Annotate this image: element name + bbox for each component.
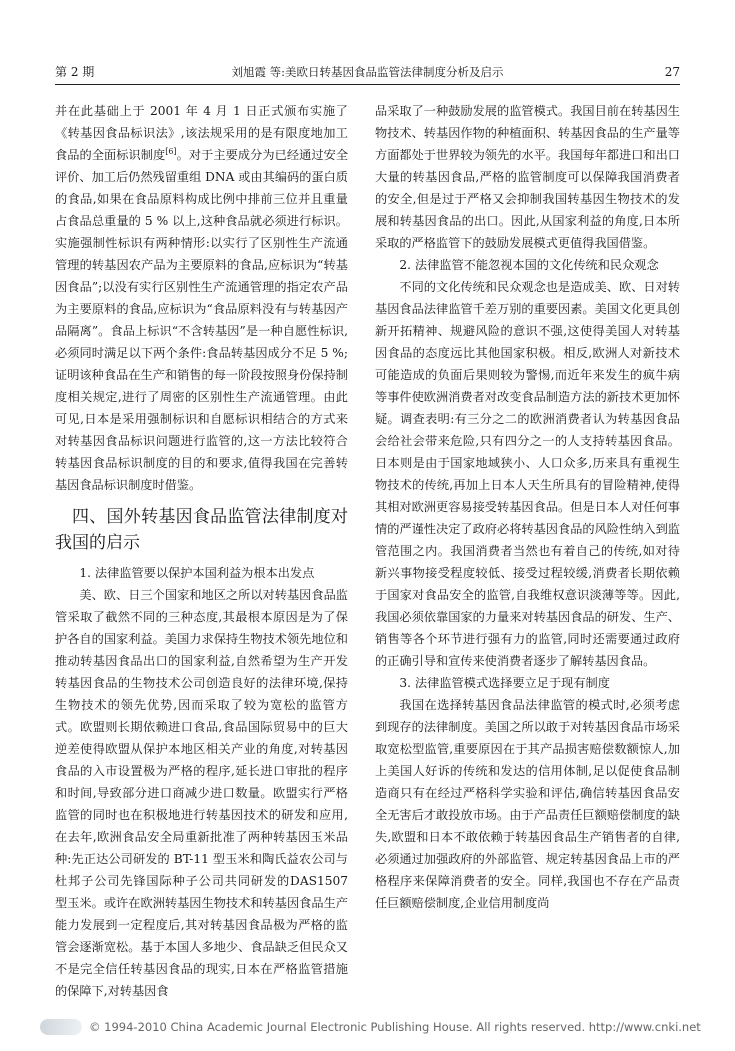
page-number: 27: [664, 65, 680, 79]
footer-text: © 1994-2010 China Academic Journal Electronic Publishing House. All rights reserved. http://www.cnki.net: [89, 1020, 701, 1034]
running-header: [55, 60, 680, 85]
paragraph: 品采取了一种鼓励发展的监管模式。我国目前在转基因生物技术、转基因作物的种植面积、转基因食品的生产量等方面都处于世界较为领先的水平。我国每年都进口和出口大量的转基因食品,严格的监管制度可以保障我国消费者的安全,但是过于严格又会抑制我国转基因生物技术的发展和转基因食品的出口。因此,从国家利益的角度,日本所采取的严格监管下的鼓励发展模式更值得我国借鉴。: [375, 104, 680, 250]
right-column: [375, 100, 680, 914]
subsection-heading: 3. 法律监管模式选择要立足于现有制度: [399, 676, 610, 690]
paragraph-text: 并在此基础上于 2001 年 4 月 1 日正式颁布实施了《转基因食品标识法》,该法规采用的是有限度地加工食品的全面标识制度: [55, 104, 348, 162]
copyright-footer: [40, 1016, 700, 1038]
left-column: [55, 100, 348, 1002]
subsection-heading: 2. 法律监管不能忽视本国的文化传统和民众观念: [399, 258, 659, 272]
running-title: 刘旭霞 等:美欧日转基因食品监管法律制度分析及启示: [231, 65, 504, 79]
citation-ref: [6]: [165, 146, 177, 156]
paragraph: 美、欧、日三个国家和地区之所以对转基因食品监管采取了截然不同的三种态度,其最根本原因是为了保护各自的国家利益。美国力求保持生物技术领先地位和推动转基因食品出口的国家利益,自然希望为生产开发转基因食品的生物技术公司创造良好的法律环境,保持生物技术的领先优势,因而采取了较为宽松的监管方式。欧盟则长期依赖进口食品,食品国际贸易中的巨大逆差使得欧盟从保护本地区相关产业的角度,对转基因食品的入市设置极为严格的程序,延长进口审批的程序和时间,导致部分进口商减少进口数量。欧盟实行严格监管的同时也在积极地进行转基因技术的研发和应用,在去年,欧洲食品安全局重新批准了两种转基因玉米品种:先正达公司研发的 BT-11 型玉米和陶氏益农公司与杜邦子公司先锋国际种子公司共同研发的DAS1507 型玉米。或许在欧洲转基因生物技术和转基因食品生产能力发展到一定程度后,其对转基因食品极为严格的监管会逐渐宽松。基于本国人多地少、食品缺乏但民众又不是完全信任转基因食品的现实,日本在严格监管措施的保障下,对转基因食: [55, 588, 348, 998]
paragraph: 我国在选择转基因食品法律监管的模式时,必须考虑到现存的法律制度。美国之所以敢于对转基因食品市场采取宽松型监管,重要原因在于其产品损害赔偿数额惊人,加上美国人好诉的传统和发达的信用体制,足以促使食品制造商只有在经过严格科学实验和评估,确信转基因食品安全无害后才敢投放市场。由于产品责任巨额赔偿制度的缺失,欧盟和日本不敢依赖于转基因食品生产销售者的自律,必须通过加强政府的外部监管、规定转基因食品上市的严格程序来保障消费者的安全。同样,我国也不存在产品责任巨额赔偿制度,企业信用制度尚: [375, 698, 680, 910]
paragraph: 不同的文化传统和民众观念也是造成美、欧、日对转基因食品法律监管千差万别的重要因素。美国文化更具创新开拓精神、规避风险的意识不强,这使得美国人对转基因食品的态度远比其他国家积极。相反,欧洲人对新技术可能造成的负面后果则较为警惕,而近年来发生的疯牛病等事件使欧洲消费者对改变食品制造方法的新技术更加怀疑。调查表明:有三分之二的欧洲消费者认为转基因食品会给社会带来危险,只有四分之一的人支持转基因食品。日本则是由于国家地域狭小、人口众多,历来具有重视生物技术的传统,再加上日本人天生所具有的冒险精神,使得其相对欧洲更容易接受转基因食品。但是日本人对任何事情的严谨性决定了政府必将转基因食品的风险性纳入到监管范围之内。我国消费者当然也有着自己的传统,如对待新兴事物接受程度较低、接受过程较缓,消费者长期依赖于国家对食品安全的监管,自我维权意识淡薄等等。因此,我国必须依靠国家的力量来对转基因食品的研发、生产、销售等各个环节进行强有力的监管,同时还需要通过政府的正确引导和宣传来使消费者逐步了解转基因食品。: [375, 280, 680, 668]
section-heading: 四、国外转基因食品监管法律制度对我国的启示: [55, 507, 348, 553]
issue-number: 第 2 期: [55, 65, 95, 79]
paragraph: [55, 100, 348, 496]
cnki-logo-icon: [40, 1019, 82, 1035]
paragraph-text: 。对于主要成分为已经通过安全评价、加工后仍然残留重组 DNA 或由其编码的蛋白质的食品,如果在食品原料构成比例中排前三位并且重量占食品总重量的 5 % 以上,这种食品就必须进行标识。实施强制性标识有两种情形:以实行了区别性生产流通管理的转基因农产品为主要原料的食品,应标识为“转基因食品”;以没有实行区别性生产流通管理的指定农产品为主要原料的食品,应标识为“食品原料没有与转基因产品隔离”。食品上标识“不含转基因”是一种自愿性标识,必须同时满足以下两个条件:食品转基因成分不足 5 %;证明该种食品在生产和销售的每一阶段按照身份保持制度相关规定,进行了周密的区别性生产流通管理。由此可见,日本是采用强制标识和自愿标识相结合的方式来对转基因食品标识问题进行监管的,这一方法比较符合转基因食品标识制度的目的和要求,值得我国在完善转基因食品标识制度时借鉴。: [55, 148, 349, 492]
subsection-heading: 1. 法律监管要以保护本国利益为根本出发点: [79, 566, 315, 580]
